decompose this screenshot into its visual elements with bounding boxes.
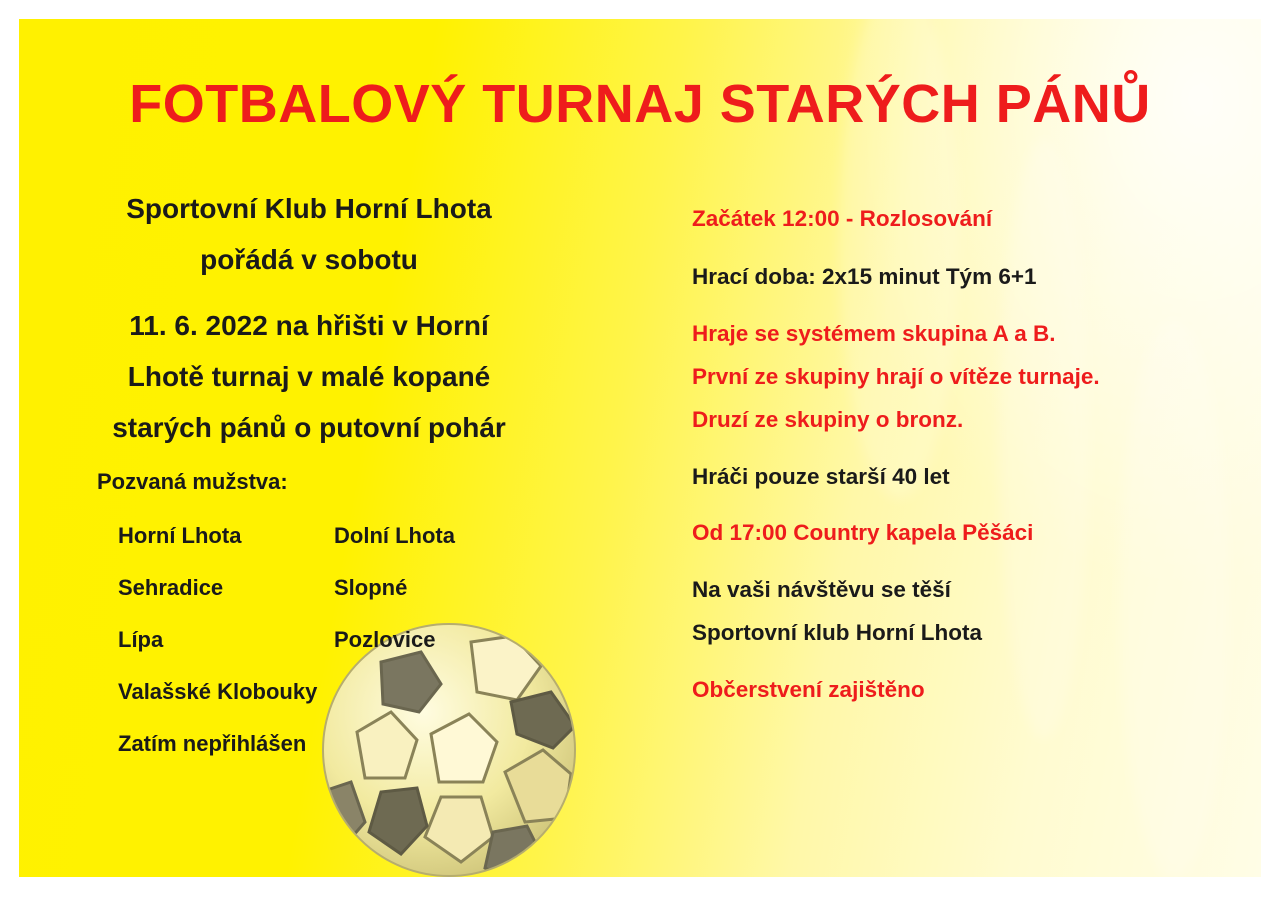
team-name: Slopné bbox=[334, 575, 408, 600]
intro-line: 11. 6. 2022 na hřišti v Horní bbox=[129, 310, 489, 341]
organizer-intro bbox=[59, 183, 559, 285]
tournament-system: Hraje se systémem skupina A a B. bbox=[692, 321, 1056, 346]
background-streak bbox=[1119, 319, 1229, 877]
team-name: Horní Lhota bbox=[118, 523, 242, 548]
soccer-ball-icon bbox=[321, 622, 577, 877]
music-info: Od 17:00 Country kapela Pěšáci bbox=[692, 520, 1034, 545]
invited-teams-label: Pozvaná mužstva: bbox=[97, 469, 288, 494]
refreshments-info: Občerstvení zajištěno bbox=[692, 677, 925, 702]
intro-line: pořádá v sobotu bbox=[200, 244, 418, 275]
tournament-system: Druzí ze skupiny o bronz. bbox=[692, 407, 964, 432]
greeting: Sportovní klub Horní Lhota bbox=[692, 620, 982, 645]
poster-title: FOTBALOVÝ TURNAJ STARÝCH PÁNŮ bbox=[129, 74, 1151, 134]
team-name: Valašské Klobouky bbox=[118, 679, 318, 704]
intro-line: starých pánů o putovní pohár bbox=[112, 412, 506, 443]
intro-line: Sportovní Klub Horní Lhota bbox=[126, 193, 492, 224]
event-description bbox=[59, 300, 559, 453]
team-name: Pozlovice bbox=[334, 627, 436, 652]
tournament-system: První ze skupiny hrají o vítěze turnaje. bbox=[692, 364, 1100, 389]
team-name: Dolní Lhota bbox=[334, 523, 455, 548]
poster bbox=[19, 19, 1261, 877]
greeting: Na vaši návštěvu se těší bbox=[692, 577, 951, 602]
background-streak bbox=[999, 139, 1089, 739]
match-duration: Hrací doba: 2x15 minut Tým 6+1 bbox=[692, 264, 1037, 289]
player-age-rule: Hráči pouze starší 40 let bbox=[692, 464, 950, 489]
team-name: Lípa bbox=[118, 627, 164, 652]
intro-line: Lhotě turnaj v malé kopané bbox=[127, 361, 491, 392]
team-name: Zatím nepřihlášen bbox=[118, 731, 307, 756]
team-name: Sehradice bbox=[118, 575, 224, 600]
start-time: Začátek 12:00 - Rozlosování bbox=[692, 206, 993, 231]
